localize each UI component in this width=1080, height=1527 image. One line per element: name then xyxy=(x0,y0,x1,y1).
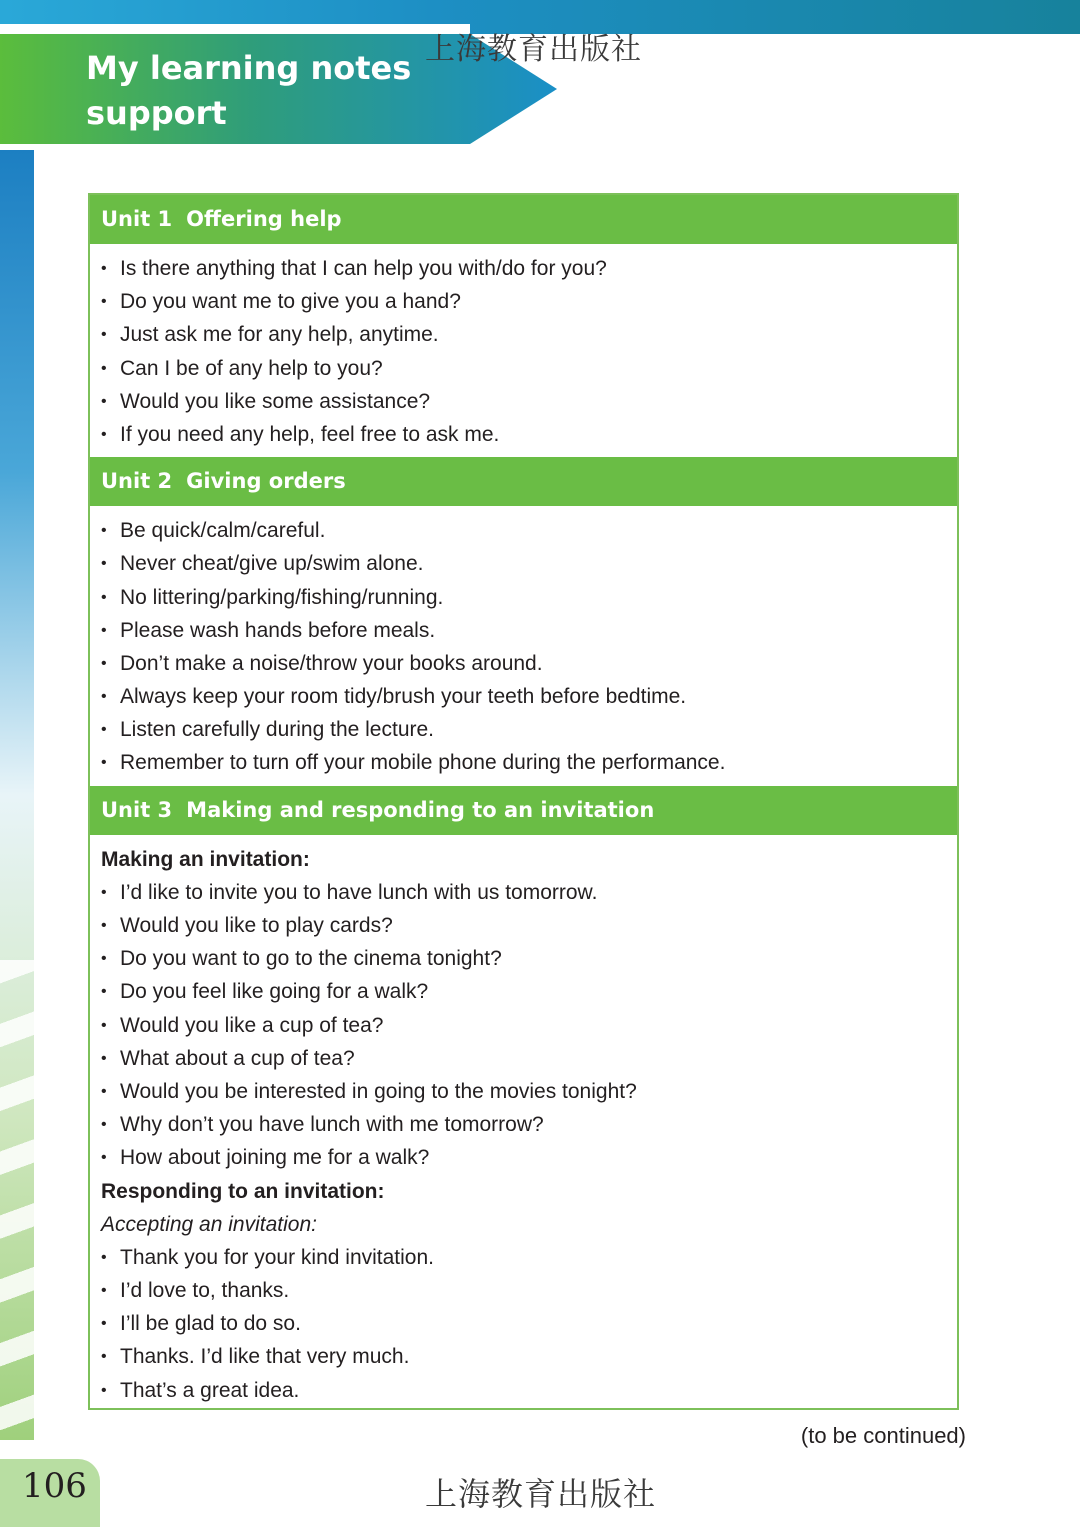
publisher-watermark-top: 上海教育出版社 xyxy=(425,32,642,67)
list-item: • Do you want to go to the cinema tonight? xyxy=(90,942,957,975)
top-band-gap xyxy=(0,24,470,34)
list-item: • Do you want me to give you a hand? xyxy=(90,285,957,318)
list-item: • Is there anything that I can help you with/do for you? xyxy=(90,252,957,285)
list-item: • Always keep your room tidy/brush your teeth before bedtime. xyxy=(90,680,957,713)
list-item: • Why don’t you have lunch with me tomorrow? xyxy=(90,1108,957,1141)
list-item: • Would you like some assistance? xyxy=(90,385,957,418)
side-stripe-pattern xyxy=(0,960,34,1430)
unit-2-header xyxy=(90,457,957,506)
page-number: 106 xyxy=(22,1466,87,1506)
list-item: • Would you be interested in going to the movies tonight? xyxy=(90,1075,957,1108)
unit-3-header xyxy=(90,786,957,835)
list-item: • I’d like to invite you to have lunch with us tomorrow. xyxy=(90,876,957,909)
continued-note: (to be continued) xyxy=(800,1423,966,1448)
unit-3-body xyxy=(90,835,957,1413)
page-title-line-1: My learning notes xyxy=(86,49,412,87)
list-item: • Listen carefully during the lecture. xyxy=(90,713,957,746)
unit-3-number: Unit 3 xyxy=(101,797,173,822)
list-item: • Thank you for your kind invitation. xyxy=(90,1241,957,1274)
list-item: • If you need any help, feel free to ask me. xyxy=(90,418,957,451)
list-item: • I’ll be glad to do so. xyxy=(90,1307,957,1340)
list-item: • Can I be of any help to you? xyxy=(90,352,957,385)
unit-2-title: Giving orders xyxy=(186,469,346,494)
list-item: • Thanks. I’d like that very much. xyxy=(90,1340,957,1373)
making-invitation-heading: Making an invitation: xyxy=(101,847,310,871)
publisher-watermark-bottom: 上海教育出版社 xyxy=(425,1475,657,1513)
unit-1-body xyxy=(90,244,957,457)
unit-2-body xyxy=(90,506,957,786)
list-item: • Do you feel like going for a walk? xyxy=(90,975,957,1008)
list-item: • Remember to turn off your mobile phone during the performance. xyxy=(90,746,957,779)
unit-1-number: Unit 1 xyxy=(101,207,173,231)
unit-1-header xyxy=(90,195,957,244)
list-item: • How about joining me for a walk? xyxy=(90,1141,957,1174)
notes-table xyxy=(88,193,959,1410)
list-item: • What about a cup of tea? xyxy=(90,1042,957,1075)
list-item: • Just ask me for any help, anytime. xyxy=(90,318,957,351)
list-item: • Please wash hands before meals. xyxy=(90,614,957,647)
unit-2-number: Unit 2 xyxy=(101,469,173,494)
list-item: • That’s a great idea. xyxy=(90,1374,957,1407)
list-item: • Be quick/calm/careful. xyxy=(90,514,957,547)
unit-1-title: Offering help xyxy=(186,207,342,231)
page-title xyxy=(86,46,466,136)
list-item: • No littering/parking/fishing/running. xyxy=(90,581,957,614)
list-item: • Don’t make a noise/throw your books around. xyxy=(90,647,957,680)
responding-invitation-heading: Responding to an invitation: xyxy=(101,1179,385,1203)
accepting-invitation-heading: Accepting an invitation: xyxy=(101,1212,317,1236)
list-item: • Would you like to play cards? xyxy=(90,909,957,942)
list-item: • Never cheat/give up/swim alone. xyxy=(90,547,957,580)
unit-3-title: Making and responding to an invitation xyxy=(186,797,655,822)
list-item: • I’d love to, thanks. xyxy=(90,1274,957,1307)
list-item: • Would you like a cup of tea? xyxy=(90,1009,957,1042)
page-title-line-2: support xyxy=(86,94,227,132)
